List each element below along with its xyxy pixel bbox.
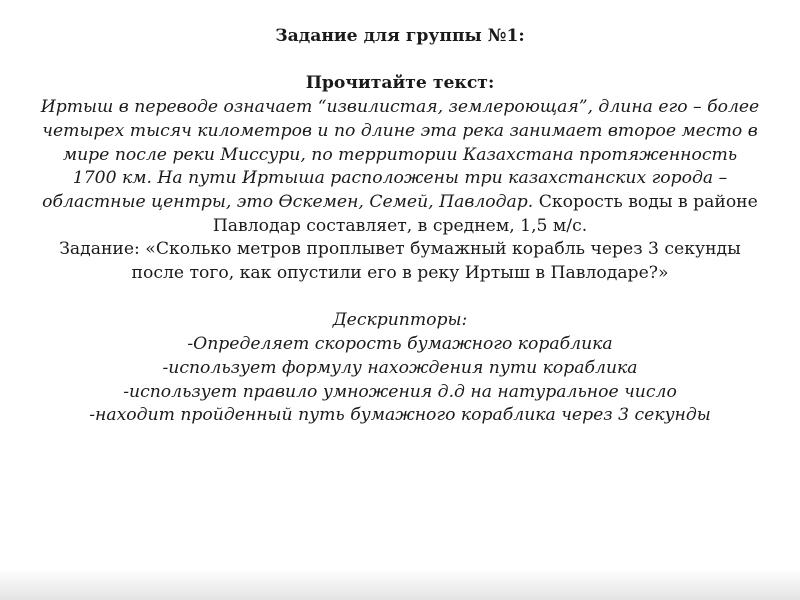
river-text [40,96,760,238]
descriptor-item: -Определяет скорость бумажного кораблика [187,334,613,355]
river-text-italic: Иртыш в переводе означает “извилистая, землероющая”, длина его – более четырех тысяч километров и по длине эта река занимает второе место в мире после реки Миссури, по территории Казахстана протяженность 1700 км. На пути Иртыша расположены три казахстанских города – областные центры, это Өскемен, Семей, Павлодар. [40,97,760,212]
descriptors-title: Дескрипторы: [332,310,468,331]
descriptor-item: -находит пройденный путь бумажного кораблика через 3 секунды [89,405,711,426]
spacer [40,49,760,73]
river-text-regular: Скорость воды в районе Павлодар составляет, в среднем, 1,5 м/с. [212,191,758,236]
bottom-gradient-band [0,568,800,600]
descriptor-item: -использует правило умножения д.д на натуральное число [123,381,677,402]
task-text: Задание: «Сколько метров проплывет бумажный корабль через 3 секунды после того, как опустили его в реку Иртыш в Павлодаре?» [59,239,741,284]
read-prompt: Прочитайте текст: [305,73,495,94]
spacer [40,286,760,310]
descriptor-item: -использует формулу нахождения пути кораблика [162,357,638,378]
slide-heading: Задание для группы №1: [275,26,525,46]
slide-content [40,25,760,428]
